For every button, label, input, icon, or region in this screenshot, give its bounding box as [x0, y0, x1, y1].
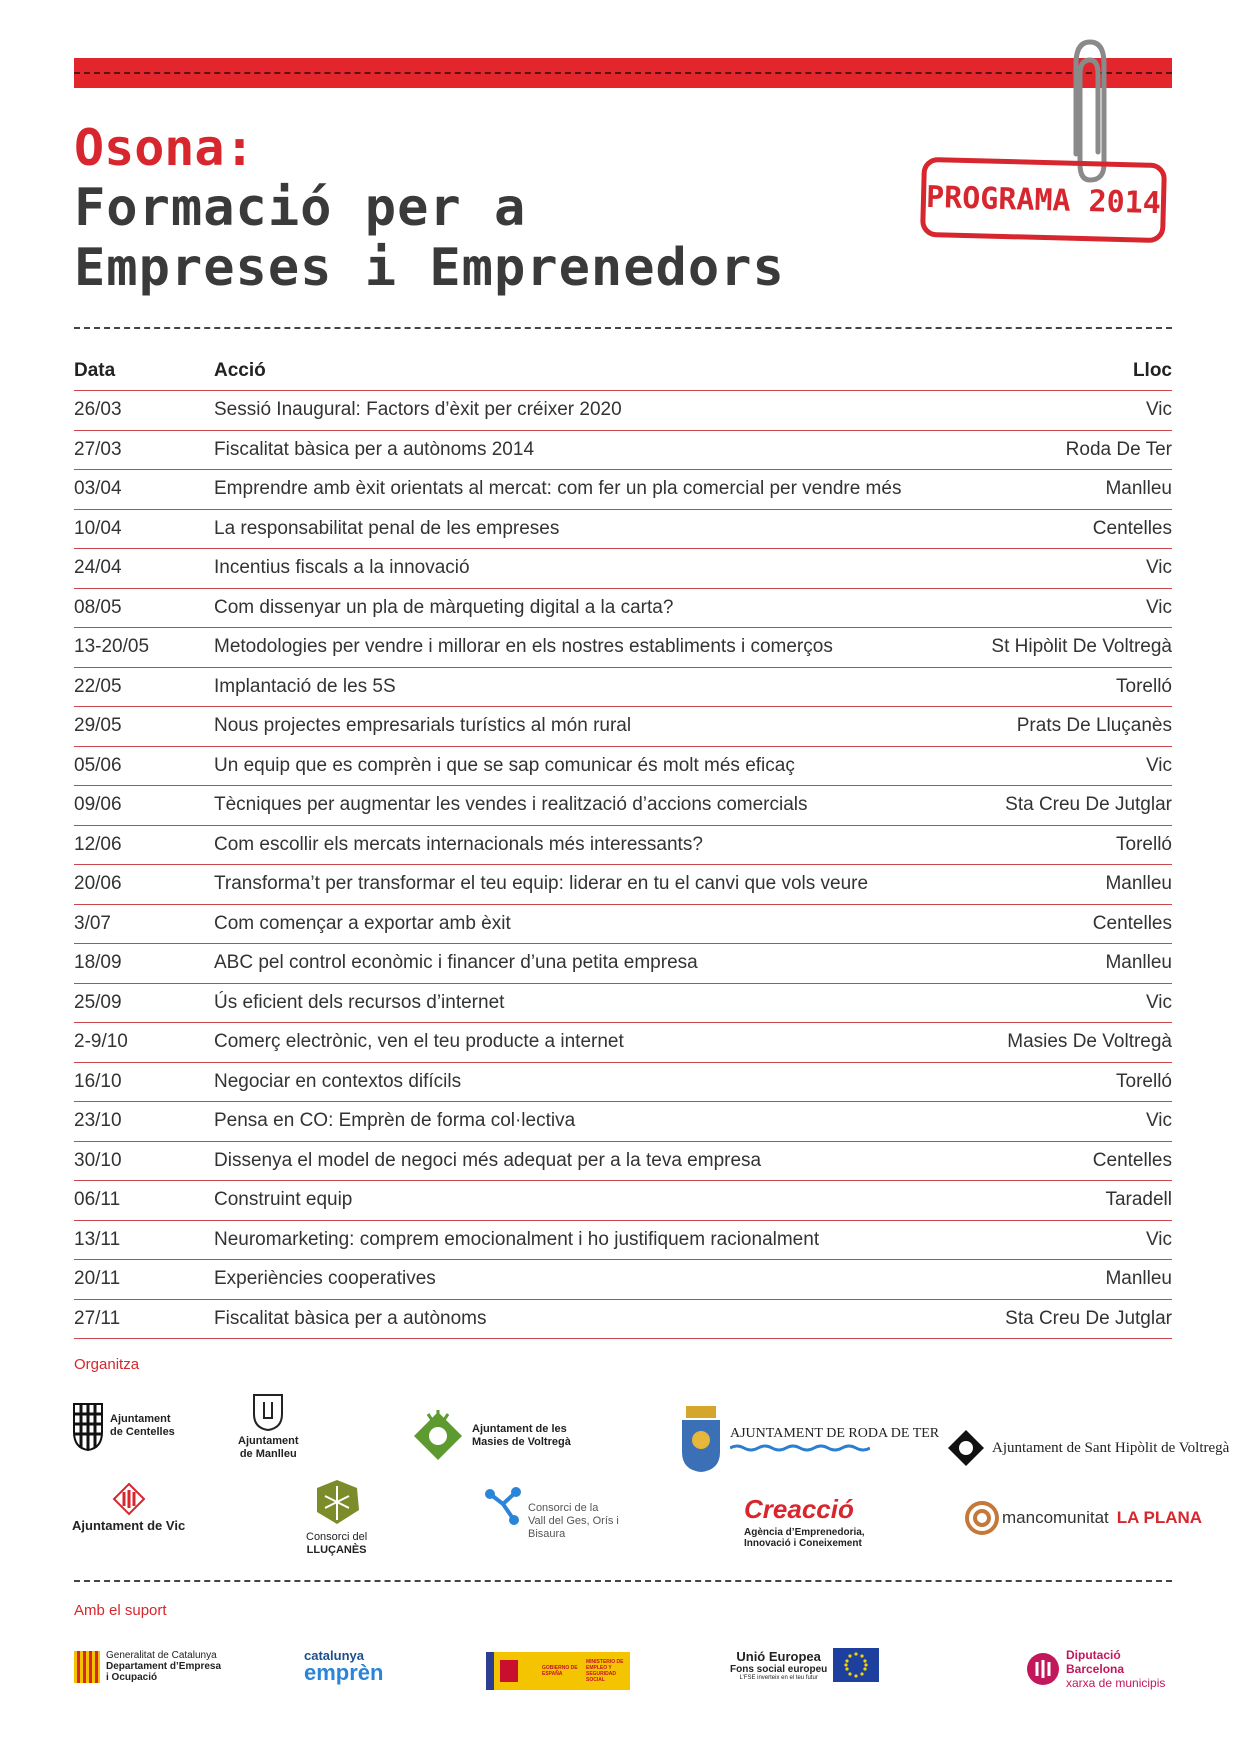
table-row: [74, 1023, 1172, 1063]
table-row: [74, 588, 1172, 628]
row-date: 06/11: [74, 1181, 214, 1221]
title-line-1: Osona:: [74, 119, 255, 177]
table-row: [74, 825, 1172, 865]
table-row: [74, 1062, 1172, 1102]
logo-sant-hipolit: [946, 1428, 1229, 1468]
row-place: Masies De Voltregà: [973, 1023, 1172, 1063]
eu-flag-icon: [833, 1648, 879, 1682]
row-date: 27/03: [74, 430, 214, 470]
table-row: [74, 509, 1172, 549]
table-row: [74, 391, 1172, 431]
logo-vall-line3: Bisaura: [528, 1528, 566, 1540]
row-date: 13-20/05: [74, 628, 214, 668]
network-icon: [484, 1486, 522, 1526]
row-action: Tècniques per augmentar les vendes i realització d’accions comercials: [214, 786, 973, 826]
table-row: [74, 1220, 1172, 1260]
logo-empren-text: emprèn: [304, 1660, 384, 1685]
emblem-icon: [946, 1428, 986, 1468]
table-row: [74, 1299, 1172, 1339]
logo-diputacio-line3: xarxa de municipis: [1066, 1676, 1166, 1690]
logo-llucanes-line1: Consorci del: [306, 1531, 368, 1543]
row-date: 2-9/10: [74, 1023, 214, 1063]
spiral-icon: [964, 1500, 1000, 1536]
row-action: Comerç electrònic, ven el teu producte a internet: [214, 1023, 973, 1063]
row-action: Negociar en contextos difícils: [214, 1062, 973, 1102]
logo-diputacio-line1: Diputació: [1066, 1648, 1121, 1662]
logo-gobierno-text: GOBIERNO DE ESPAÑA: [542, 1665, 578, 1677]
table-row: [74, 746, 1172, 786]
programa-stamp: PROGRAMA 2014: [920, 157, 1167, 243]
row-place: Torelló: [973, 667, 1172, 707]
row-date: 30/10: [74, 1141, 214, 1181]
row-action: Fiscalitat bàsica per a autònoms 2014: [214, 430, 973, 470]
suport-label: Amb el suport: [74, 1602, 167, 1619]
logo-roda-de-ter: [678, 1404, 939, 1474]
row-place: Vic: [973, 588, 1172, 628]
logo-gobierno-espana: [486, 1652, 630, 1690]
logo-laplana-name: LA PLANA: [1116, 1508, 1203, 1527]
senyera-icon: [74, 1651, 100, 1683]
row-date: 16/10: [74, 1062, 214, 1102]
table-row: [74, 549, 1172, 589]
header-bar: [74, 58, 1172, 88]
row-place: Vic: [973, 1102, 1172, 1142]
schedule-table: [74, 352, 1172, 1339]
row-action: Sessió Inaugural: Factors d’èxit per créixer 2020: [214, 391, 973, 431]
logo-creaccio-name: Creacció: [744, 1494, 854, 1524]
logo-masies-line2: Masies de Voltregà: [472, 1436, 571, 1448]
header-action: Acció: [214, 352, 973, 391]
logo-vall-line1: Consorci de la: [528, 1502, 599, 1514]
row-action: Dissenya el model de negoci més adequat per a la teva empresa: [214, 1141, 973, 1181]
emblem-icon: [112, 1482, 146, 1516]
shield-icon: [251, 1392, 285, 1432]
logo-creaccio-sub1: Agència d’Emprenedoria,: [744, 1527, 865, 1538]
row-place: Sta Creu De Jutglar: [973, 786, 1172, 826]
divider: [74, 1580, 1172, 1582]
row-place: Centelles: [973, 904, 1172, 944]
row-action: Ús eficient dels recursos d’internet: [214, 983, 973, 1023]
row-place: Prats De Lluçanès: [973, 707, 1172, 747]
table-row: [74, 470, 1172, 510]
logo-la-plana: [964, 1500, 1202, 1536]
logo-llucanes: [306, 1476, 367, 1557]
row-action: Nous projectes empresarials turístics al món rural: [214, 707, 973, 747]
logo-centelles-line1: Ajuntament: [110, 1413, 171, 1425]
table-row: [74, 1141, 1172, 1181]
header-place: Lloc: [973, 352, 1172, 391]
row-action: Experiències cooperatives: [214, 1260, 973, 1300]
logo-llucanes-line2: LLUÇANÈS: [306, 1544, 367, 1556]
row-date: 26/03: [74, 391, 214, 431]
row-action: Un equip que es comprèn i que se sap comunicar és molt més eficaç: [214, 746, 973, 786]
row-place: Vic: [973, 746, 1172, 786]
row-date: 25/09: [74, 983, 214, 1023]
table-row: [74, 944, 1172, 984]
row-action: Com començar a exportar amb èxit: [214, 904, 973, 944]
logo-ue-line3: L’FSE inverteix en el teu futur: [739, 1675, 818, 1681]
wave-icon: [730, 1444, 870, 1452]
logo-manlleu-line1: Ajuntament: [238, 1435, 299, 1447]
shield-icon: [72, 1400, 104, 1452]
row-date: 18/09: [74, 944, 214, 984]
logo-centelles-line2: de Centelles: [110, 1426, 175, 1438]
row-place: Centelles: [973, 509, 1172, 549]
logo-vic-text: Ajuntament de Vic: [72, 1518, 186, 1533]
row-place: Centelles: [973, 1141, 1172, 1181]
row-date: 09/06: [74, 786, 214, 826]
row-action: Incentius fiscals a la innovació: [214, 549, 973, 589]
table-row: [74, 904, 1172, 944]
row-date: 27/11: [74, 1299, 214, 1339]
logo-masies-line1: Ajuntament de les: [472, 1423, 567, 1435]
logo-vic: [72, 1482, 185, 1532]
logo-manlleu-line2: de Manlleu: [239, 1448, 297, 1460]
row-place: Sta Creu De Jutglar: [973, 1299, 1172, 1339]
logo-generalitat-line3: i Ocupació: [106, 1672, 158, 1683]
row-place: Manlleu: [973, 865, 1172, 905]
logo-diputacio-line2: Barcelona: [1066, 1662, 1125, 1676]
crest-icon: [678, 1404, 724, 1474]
title-line-2: Formació per a: [74, 178, 527, 238]
logo-vall-line2: Vall del Ges, Orís i: [528, 1515, 619, 1527]
logo-generalitat-line1: Generalitat de Catalunya: [106, 1650, 217, 1661]
logo-creaccio: [744, 1494, 865, 1549]
logo-sant-hipolit-text: Ajuntament de Sant Hipòlit de Voltregà: [992, 1439, 1230, 1456]
table-row: [74, 628, 1172, 668]
row-action: Com escollir els mercats internacionals més interessants?: [214, 825, 973, 865]
logo-centelles: [72, 1400, 175, 1452]
leaf-icon: [311, 1476, 363, 1528]
row-action: Construint equip: [214, 1181, 973, 1221]
row-date: 20/06: [74, 865, 214, 905]
emblem-icon: [410, 1408, 466, 1464]
title-line-3: Empreses i Emprenedors: [74, 238, 785, 298]
logo-ministerio-text: MINISTERIO DE EMPLEO Y SEGURIDAD SOCIAL: [586, 1659, 624, 1683]
row-place: Torelló: [973, 1062, 1172, 1102]
logo-creaccio-sub2: Innovació i Coneixement: [744, 1538, 862, 1549]
table-row: [74, 1181, 1172, 1221]
row-place: Manlleu: [973, 470, 1172, 510]
header-date: Data: [74, 352, 214, 391]
logo-vall-del-ges: [484, 1486, 619, 1541]
page-title: [74, 118, 785, 298]
row-place: Vic: [973, 549, 1172, 589]
row-action: Implantació de les 5S: [214, 667, 973, 707]
row-action: Com dissenyar un pla de màrqueting digital a la carta?: [214, 588, 973, 628]
row-action: Transforma’t per transformar el teu equip: liderar en tu el canvi que vols veure: [214, 865, 973, 905]
row-place: Manlleu: [973, 1260, 1172, 1300]
logo-ue-line1: Unió Europea: [736, 1649, 821, 1664]
logo-diputacio-barcelona: [1026, 1648, 1165, 1690]
table-row: [74, 667, 1172, 707]
diputacio-icon: [1026, 1652, 1060, 1686]
row-date: 24/04: [74, 549, 214, 589]
organitza-label: Organitza: [74, 1356, 140, 1373]
row-place: Roda De Ter: [973, 430, 1172, 470]
row-action: Metodologies per vendre i millorar en els nostres establiments i comerços: [214, 628, 973, 668]
row-date: 20/11: [74, 1260, 214, 1300]
row-action: Neuromarketing: comprem emocionalment i ho justifiquem racionalment: [214, 1220, 973, 1260]
row-date: 13/11: [74, 1220, 214, 1260]
row-date: 12/06: [74, 825, 214, 865]
logo-generalitat-line2: Departament d’Empresa: [106, 1661, 222, 1672]
row-date: 29/05: [74, 707, 214, 747]
row-date: 22/05: [74, 667, 214, 707]
logo-ue-line2: Fons social europeu: [730, 1664, 828, 1675]
row-place: Vic: [973, 1220, 1172, 1260]
logo-union-europea: [730, 1648, 879, 1682]
table-row: [74, 865, 1172, 905]
table-row: [74, 430, 1172, 470]
row-date: 05/06: [74, 746, 214, 786]
row-date: 08/05: [74, 588, 214, 628]
row-action: Pensa en CO: Emprèn de forma col·lectiva: [214, 1102, 973, 1142]
logo-laplana-prefix: mancomunitat: [1002, 1508, 1109, 1527]
row-date: 10/04: [74, 509, 214, 549]
row-action: ABC pel control econòmic i financer d’una petita empresa: [214, 944, 973, 984]
table-header-row: [74, 352, 1172, 391]
divider: [74, 327, 1172, 329]
logo-catalunya-empren: [304, 1648, 383, 1683]
row-date: 03/04: [74, 470, 214, 510]
table-row: [74, 1260, 1172, 1300]
spain-crest-icon: [486, 1652, 538, 1690]
row-place: St Hipòlit De Voltregà: [973, 628, 1172, 668]
row-place: Vic: [973, 983, 1172, 1023]
row-place: Taradell: [973, 1181, 1172, 1221]
logo-masies-voltrega: [410, 1408, 571, 1464]
table-row: [74, 983, 1172, 1023]
row-action: Emprendre amb èxit orientats al mercat: com fer un pla comercial per vendre més: [214, 470, 973, 510]
table-row: [74, 1102, 1172, 1142]
row-place: Torelló: [973, 825, 1172, 865]
logo-generalitat: [74, 1650, 221, 1683]
logo-manlleu: [238, 1392, 299, 1461]
row-date: 23/10: [74, 1102, 214, 1142]
row-action: La responsabilitat penal de les empreses: [214, 509, 973, 549]
logo-roda-text: AJUNTAMENT DE RODA DE TER: [730, 1425, 940, 1441]
row-place: Manlleu: [973, 944, 1172, 984]
row-place: Vic: [973, 391, 1172, 431]
row-action: Fiscalitat bàsica per a autònoms: [214, 1299, 973, 1339]
logo-catalunya-text: catalunya: [304, 1648, 364, 1663]
row-date: 3/07: [74, 904, 214, 944]
table-row: [74, 707, 1172, 747]
table-row: [74, 786, 1172, 826]
